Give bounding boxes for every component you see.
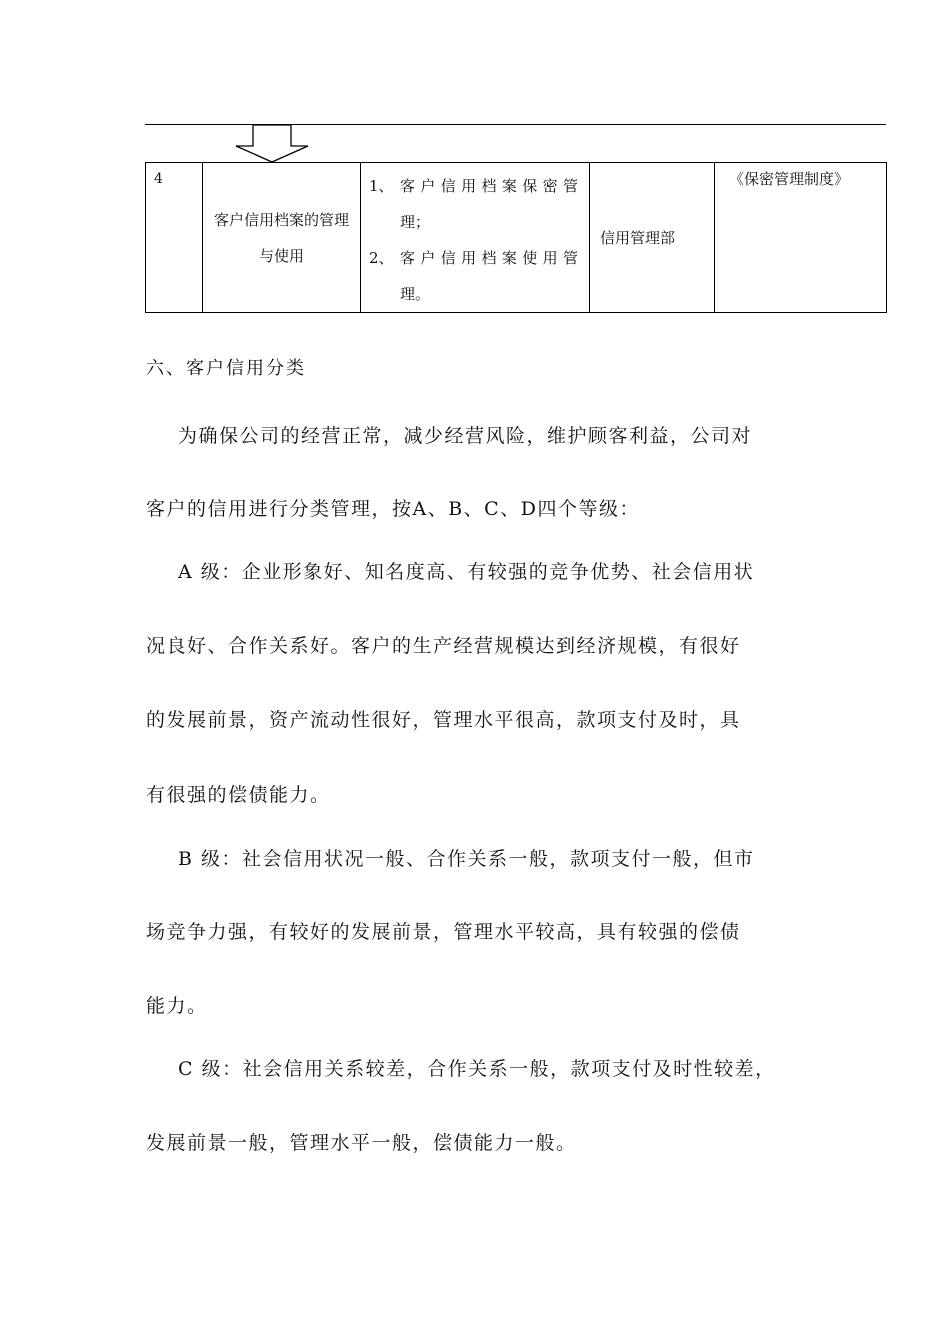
step-number: 4 [146,163,203,313]
responsible-dept: 信用管理部 [590,163,715,313]
paragraph-line: 场竞争力强，有较好的发展前景，管理水平较高，具有较强的偿债 [146,921,741,943]
table-row [146,163,887,313]
section-heading: 六、客户信用分类 [146,358,306,379]
paragraph-line: A 级：企业形象好、知名度高、有较强的竞争优势、社会信用状 [178,561,755,583]
process-table [145,162,887,313]
item-text: 客户信用档案使用管 [400,249,581,267]
paragraph-line: B 级：社会信用状况一般、合作关系一般，款项支付一般，但市 [178,848,755,870]
down-arrow-icon [233,124,313,164]
item-number: 1、 [369,177,394,195]
item-continuation: 理； [400,213,431,231]
paragraph-line: 客户的信用进行分类管理，按A、B、C、D四个等级： [146,498,640,520]
item-text: 客户信用档案保密管 [400,177,581,195]
list-item [369,240,581,276]
list-item [369,168,581,204]
task-name: 客户信用档案的管理与使用 [203,163,361,313]
paragraph-line: 能力。 [146,995,208,1017]
item-continuation: 理。 [400,285,431,303]
paragraph-line: 况良好、合作关系好。客户的生产经营规模达到经济规模，有很好 [146,635,741,657]
task-items [361,163,590,313]
reference-doc: 《保密管理制度》 [715,163,887,313]
paragraph-line: C 级：社会信用关系较差，合作关系一般，款项支付及时性较差， [178,1058,776,1080]
item-number: 2、 [369,249,394,267]
paragraph-line: 为确保公司的经营正常，减少经营风险，维护顾客利益，公司对 [178,425,753,447]
paragraph-line: 有很强的偿债能力。 [146,784,331,806]
paragraph-line: 发展前景一般，管理水平一般，偿债能力一般。 [146,1132,577,1154]
paragraph-line: 的发展前景，资产流动性很好，管理水平很高，款项支付及时，具 [146,709,741,731]
